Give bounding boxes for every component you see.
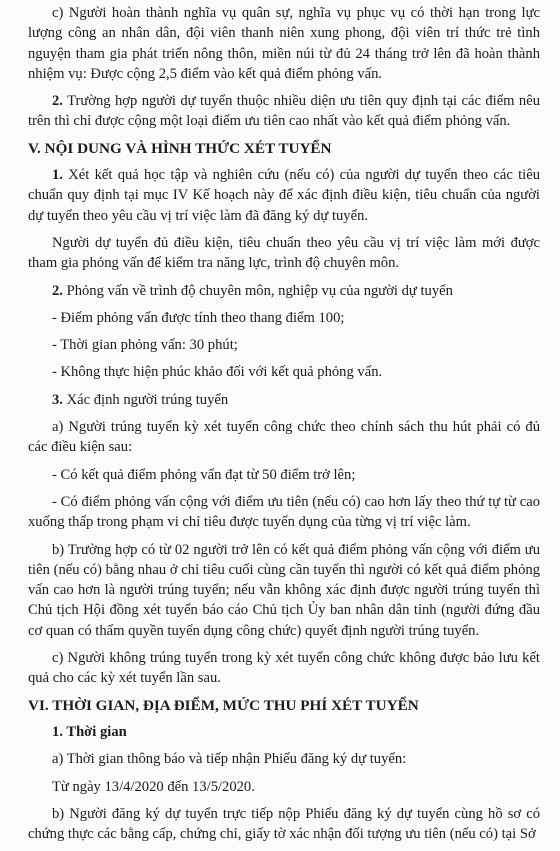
item-number: 2. xyxy=(52,93,63,110)
subheading-time: 1. Thời gian xyxy=(52,723,127,740)
list-item: - Có điểm phỏng vấn cộng với điểm ưu tiên (nếu có) cao hơn lấy theo thứ tự từ cao xuống thấp trong phạm vi chỉ tiêu được tuyển dụng của từng vị trí việc làm. xyxy=(28,493,540,531)
item-number: 1. xyxy=(52,167,63,184)
paragraph-vi-1a: a) Thời gian thông báo và tiếp nhận Phiếu đăng ký dự tuyển: xyxy=(52,751,407,768)
item-number: 3. xyxy=(52,391,63,408)
list-item: - Điểm phỏng vấn được tính theo thang điểm 100; xyxy=(52,309,345,326)
section-heading-vi: VI. THỜI GIAN, ĐỊA ĐIỂM, MỨC THU PHÍ XÉT TUYỂN xyxy=(28,696,419,714)
item-number: 2. xyxy=(52,282,63,299)
list-item: - Thời gian phỏng vấn: 30 phút; xyxy=(52,337,238,354)
paragraph-v-3 xyxy=(28,390,540,410)
paragraph-date-range: Từ ngày 13/4/2020 đến 13/5/2020. xyxy=(52,778,255,795)
document-body xyxy=(28,3,540,851)
paragraph-v-3c: c) Người không trúng tuyển trong kỳ xét tuyển công chức không được bảo lưu kết quả cho các kỳ xét tuyển lần sau. xyxy=(28,650,540,687)
paragraph-text: Xét kết quả học tập và nghiên cứu (nếu có) của người dự tuyển theo các tiêu chuẩn quy định tại mục IV Kế hoạch này để xác định điều kiện, tiêu chuẩn của người dự tuyển theo yêu cầu vị trí việc làm đã đăng ký dự tuyển. xyxy=(28,167,540,224)
paragraph-v-3b: b) Trường hợp có từ 02 người trở lên có kết quả điểm phỏng vấn cộng với điểm ưu tiên (nếu có) bằng nhau ở chỉ tiêu cuối cùng cần tuyển thì người có kết quả điểm phỏng vấn cao hơn là người trúng tuyển; nếu vẫn không xác định được người trúng tuyển thì Chủ tịch Hội đồng xét tuyển báo cáo Chủ tịch Ủy ban nhân dân tỉnh (người đứng đầu cơ quan có thẩm quyền tuyển dụng công chức) quyết định người trúng tuyển. xyxy=(28,541,540,639)
paragraph-vi-1b: b) Người đăng ký dự tuyển trực tiếp nộp Phiếu đăng ký dự tuyển cùng hồ sơ có chứng thực các bằng cấp, chứng chỉ, giấy tờ xác nhận đối tượng ưu tiên (nếu có) tại Sở xyxy=(28,805,540,843)
section-heading-v: V. NỘI DUNG VÀ HÌNH THỨC XÉT TUYỂN xyxy=(28,139,332,157)
paragraph-v-3a: a) Người trúng tuyển kỳ xét tuyển công chức theo chính sách thu hút phải có đủ các điều kiện sau: xyxy=(28,419,540,456)
paragraph-text: Xác định người trúng tuyển xyxy=(62,391,229,408)
list-item: - Có kết quả điểm phỏng vấn đạt từ 50 điểm trở lên; xyxy=(52,466,356,483)
list-item: - Không thực hiện phúc khảo đối với kết quả phỏng vấn. xyxy=(52,364,383,381)
paragraph-priority-2 xyxy=(28,91,540,132)
paragraph-v-eligibility: Người dự tuyển đủ điều kiện, tiêu chuẩn theo yêu cầu vị trí việc làm mới được tham gia phỏng vấn để kiểm tra năng lực, trình độ chuyên môn. xyxy=(28,234,540,272)
paragraph-v-1 xyxy=(28,165,540,226)
paragraph-text: Phỏng vấn về trình độ chuyên môn, nghiệp vụ của người dự tuyển xyxy=(62,282,453,299)
paragraph-text: Trường hợp người dự tuyển thuộc nhiều diện ưu tiên quy định tại các điểm nêu trên thì chỉ được cộng một loại điểm ưu tiên cao nhất vào kết quả điểm phỏng vấn. xyxy=(28,93,540,130)
paragraph-priority-c: c) Người hoàn thành nghĩa vụ quân sự, nghĩa vụ phục vụ có thời hạn trong lực lượng công an nhân dân, đội viên thanh niên xung phong, đội viên trí thức trẻ tình nguyện tham gia phát triển nông thôn, miền núi từ đủ 24 tháng trở lên đã hoàn thành nhiệm vụ: Được cộng 2,5 điểm vào kết quả điểm phỏng vấn. xyxy=(28,5,540,82)
paragraph-v-2 xyxy=(28,281,540,301)
